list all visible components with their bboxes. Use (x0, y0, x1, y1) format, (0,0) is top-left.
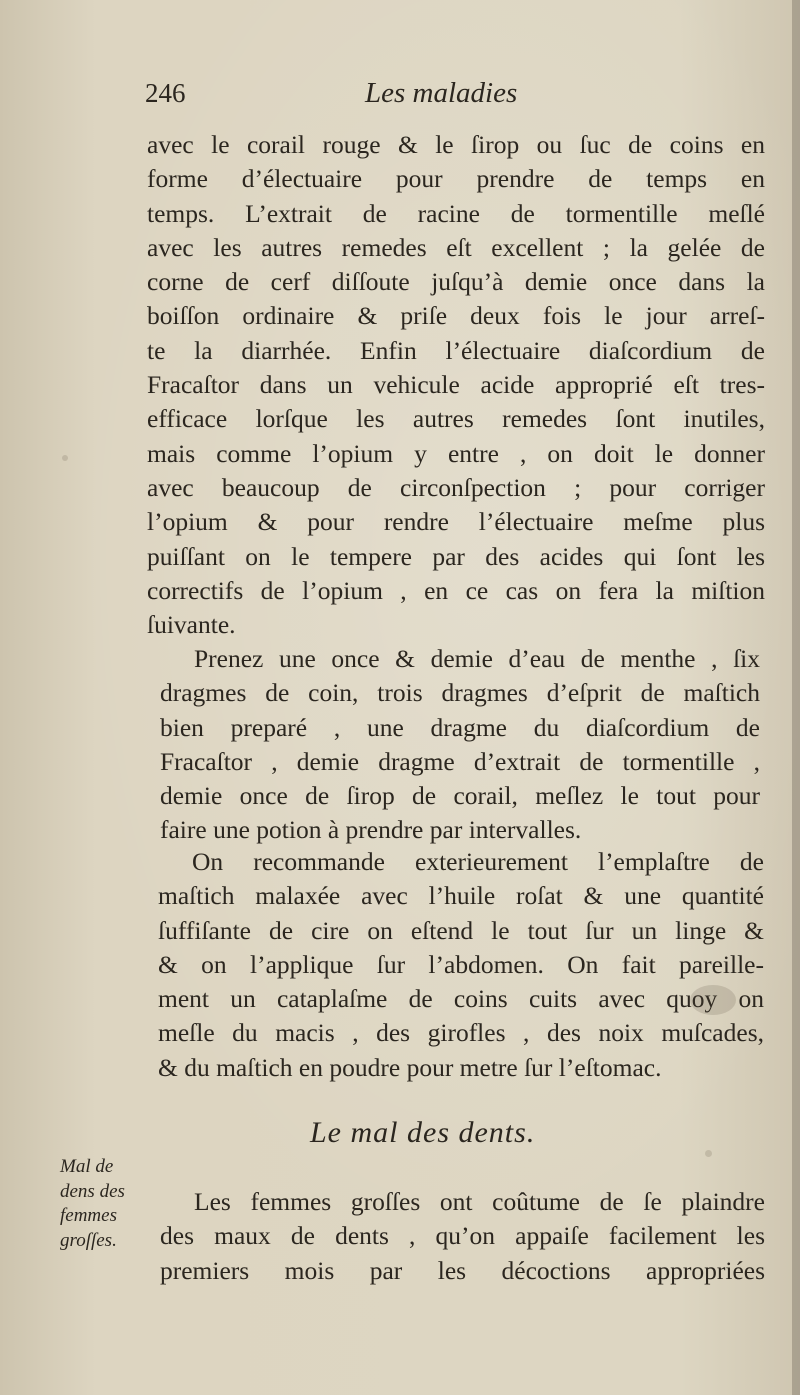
text-line: premiers mois par les décoctions appropriées (160, 1255, 765, 1285)
text-line: avec les autres remedes eſt excellent ; la gelée de (147, 232, 765, 262)
text-line: l’opium & pour rendre l’électuaire meſme plus (147, 507, 765, 537)
speck (62, 455, 68, 461)
page-edge-shadow (792, 0, 800, 1395)
text-line: & du maſtich en poudre pour metre ſur l’eſtomac. (158, 1052, 662, 1082)
paragraph-4 (160, 1185, 765, 1288)
text-line: bien preparé , une dragme du diaſcordium de (160, 712, 760, 742)
text-line: meſle du macis , des girofles , des noix muſcades, (158, 1018, 764, 1048)
text-line: te la diarrhée. Enfin l’électuaire diaſcordium de (147, 335, 765, 365)
margin-note (60, 1155, 155, 1253)
paragraph-2 (160, 642, 760, 848)
text-line: Prenez une once & demie d’eau de menthe , ſix (194, 644, 760, 673)
section-title: Le mal des dents. (310, 1116, 536, 1149)
text-line: Les femmes groſſes ont coûtume de ſe plaindre (194, 1187, 765, 1216)
text-line: maſtich malaxée avec l’huile roſat & une quantité (158, 881, 764, 911)
text-line: & on l’applique ſur l’abdomen. On fait pareille- (158, 949, 764, 979)
text-line: ſuivante. (147, 610, 236, 640)
page-number: 246 (145, 78, 186, 108)
ink-smudge (690, 985, 736, 1015)
paragraph-3 (158, 845, 764, 1085)
page-header (145, 78, 765, 124)
text-line: puiſſant on le tempere par des acides qui ſont les (147, 541, 765, 571)
text-line: mais comme l’opium y entre , on doit le donner (147, 438, 765, 468)
text-line: dragmes de coin, trois dragmes d’eſprit de maſtich (160, 678, 760, 708)
margin-note-line: femmes (60, 1205, 117, 1226)
text-line: faire une potion à prendre par intervalles. (160, 815, 582, 845)
text-line: temps. L’extrait de racine de tormentille meſlé (147, 198, 765, 228)
text-line: boiſſon ordinaire & priſe deux fois le jour arreſ- (147, 301, 765, 331)
text-line: efficace lorſque les autres remedes ſont inutiles, (147, 404, 765, 434)
paragraph-1 (147, 128, 765, 642)
text-line: ment un cataplaſme de coins cuits avec quoy on (158, 984, 764, 1014)
text-line: On recommande exterieurement l’emplaſtre de (192, 847, 764, 876)
text-line: des maux de dents , qu’on appaiſe facilement les (160, 1221, 765, 1251)
text-line: corne de cerf diſſoute juſqu’à demie once dans la (147, 267, 765, 297)
text-line: correctifs de l’opium , en ce cas on fera la miſtion (147, 575, 765, 605)
text-line: ſuffiſante de cire on eſtend le tout ſur un linge & (158, 915, 764, 945)
text-line: avec beaucoup de circonſpection ; pour corriger (147, 472, 765, 502)
text-line: Fracaſtor , demie dragme d’extrait de tormentille , (160, 746, 760, 776)
margin-note-line: groſſes. (60, 1229, 117, 1251)
text-line: avec le corail rouge & le ſirop ou ſuc de coins en (147, 130, 765, 159)
running-title: Les maladies (365, 77, 518, 109)
margin-note-line: dens des (60, 1180, 125, 1202)
text-line: forme d’électuaire pour prendre de temps en (147, 164, 765, 194)
text-line: Fracaſtor dans un vehicule acide approprié eſt tres- (147, 370, 765, 400)
text-line: demie once de ſirop de corail, meſlez le tout pour (160, 781, 760, 811)
speck (705, 1150, 712, 1157)
margin-note-line: Mal de (60, 1156, 114, 1177)
